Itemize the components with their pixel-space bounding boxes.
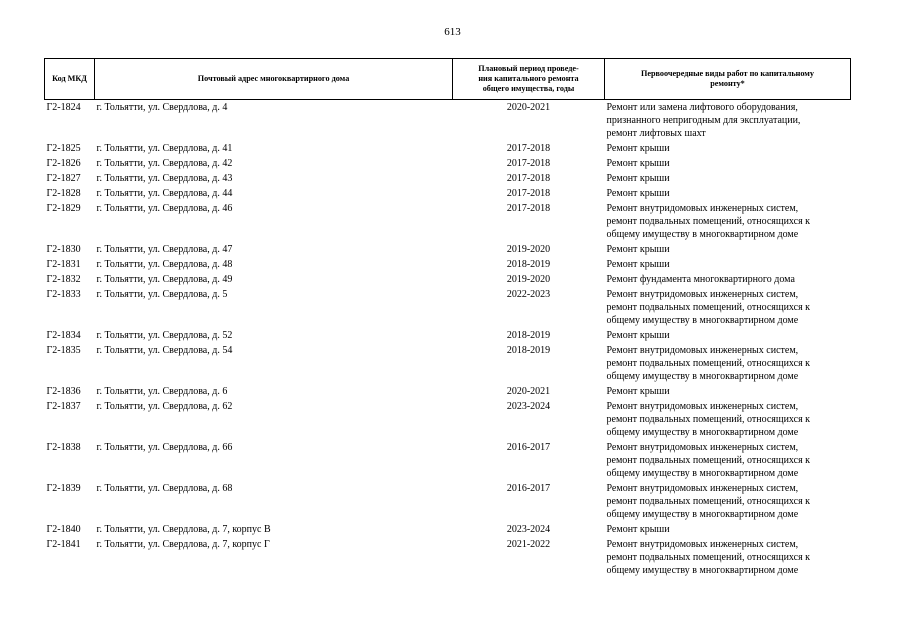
cell-works	[605, 100, 851, 142]
cell-works	[605, 522, 851, 537]
cell-address: г. Тольятти, ул. Свердлова, д. 47	[96, 244, 233, 255]
cell-code: Г2-1841	[46, 539, 81, 550]
cell-works	[605, 141, 851, 156]
cell-code: Г2-1832	[46, 274, 81, 285]
header-works	[605, 59, 851, 100]
cell-code: Г2-1833	[46, 289, 81, 300]
cell-address: г. Тольятти, ул. Свердлова, д. 43	[96, 173, 233, 184]
work-line: Ремонт внутридомовых инженерных систем,	[606, 442, 799, 453]
work-line: Ремонт внутридомовых инженерных систем,	[606, 203, 799, 214]
table-row	[45, 522, 851, 537]
header-period-line: Плановый период проведе-	[478, 64, 579, 73]
cell-works	[605, 201, 851, 242]
cell-address: г. Тольятти, ул. Свердлова, д. 52	[96, 330, 233, 341]
cell-address: г. Тольятти, ул. Свердлова, д. 4	[96, 102, 228, 113]
cell-address: г. Тольятти, ул. Свердлова, д. 66	[96, 442, 233, 453]
work-line: Ремонт крыши	[606, 188, 670, 199]
work-line: Ремонт внутридомовых инженерных систем,	[606, 539, 799, 550]
cell-code: Г2-1828	[46, 188, 81, 199]
cell-works	[605, 287, 851, 328]
cell-works	[605, 156, 851, 171]
work-line: Ремонт фундамента многоквартирного дома	[606, 274, 795, 285]
cell-period: 2019-2020	[506, 274, 551, 285]
cell-address: г. Тольятти, ул. Свердлова, д. 44	[96, 188, 233, 199]
header-works-line: Первоочередные виды работ по капитальному	[641, 69, 814, 78]
work-line: ремонт лифтовых шахт	[606, 128, 706, 139]
table-row	[45, 171, 851, 186]
table-row	[45, 100, 851, 142]
cell-code: Г2-1838	[46, 442, 81, 453]
cell-period: 2017-2018	[506, 173, 551, 184]
header-period-line: общего имущества, годы	[482, 84, 575, 93]
cell-period: 2018-2019	[506, 330, 551, 341]
work-line: ремонт подвальных помещений, относящихся к	[606, 496, 811, 507]
cell-address: г. Тольятти, ул. Свердлова, д. 68	[96, 483, 233, 494]
header-period	[453, 59, 605, 100]
header-period-line: ния капитального ремонта	[478, 74, 579, 83]
table-row	[45, 343, 851, 384]
cell-code: Г2-1825	[46, 143, 81, 154]
header-address: Почтовый адрес многоквартирного дома	[95, 59, 453, 100]
cell-works	[605, 257, 851, 272]
cell-period: 2022-2023	[506, 289, 551, 300]
cell-works	[605, 171, 851, 186]
table-row	[45, 384, 851, 399]
table-row	[45, 440, 851, 481]
work-line: Ремонт крыши	[606, 173, 670, 184]
cell-code: Г2-1835	[46, 345, 81, 356]
work-line: Ремонт или замена лифтового оборудования,	[606, 102, 798, 113]
work-line: признанного непригодным для эксплуатации,	[606, 115, 801, 126]
table-row	[45, 272, 851, 287]
table-body	[45, 100, 851, 579]
work-line: Ремонт крыши	[606, 330, 670, 341]
cell-period: 2016-2017	[506, 483, 551, 494]
cell-period: 2020-2021	[506, 102, 551, 113]
cell-period: 2017-2018	[506, 158, 551, 169]
cell-period: 2017-2018	[506, 143, 551, 154]
work-line: Ремонт внутридомовых инженерных систем,	[606, 289, 799, 300]
cell-address: г. Тольятти, ул. Свердлова, д. 5	[96, 289, 228, 300]
cell-code: Г2-1840	[46, 524, 81, 535]
work-line: Ремонт крыши	[606, 259, 670, 270]
cell-address: г. Тольятти, ул. Свердлова, д. 62	[96, 401, 233, 412]
table-row	[45, 156, 851, 171]
cell-address: г. Тольятти, ул. Свердлова, д. 7, корпус В	[96, 524, 271, 535]
table-header	[45, 59, 851, 100]
work-line: ремонт подвальных помещений, относящихся к	[606, 414, 811, 425]
work-line: ремонт подвальных помещений, относящихся к	[606, 552, 811, 563]
header-code: Код МКД	[45, 59, 95, 100]
work-line: Ремонт внутридомовых инженерных систем,	[606, 345, 799, 356]
work-line: Ремонт крыши	[606, 143, 670, 154]
cell-address: г. Тольятти, ул. Свердлова, д. 42	[96, 158, 233, 169]
table-row	[45, 399, 851, 440]
work-line: ремонт подвальных помещений, относящихся к	[606, 302, 811, 313]
cell-address: г. Тольятти, ул. Свердлова, д. 48	[96, 259, 233, 270]
cell-period: 2019-2020	[506, 244, 551, 255]
table-row	[45, 257, 851, 272]
work-line: общему имуществу в многоквартирном доме	[606, 427, 799, 438]
cell-code: Г2-1830	[46, 244, 81, 255]
table-row	[45, 537, 851, 578]
table-row	[45, 481, 851, 522]
cell-address: г. Тольятти, ул. Свердлова, д. 54	[96, 345, 233, 356]
cell-code: Г2-1829	[46, 203, 81, 214]
cell-address: г. Тольятти, ул. Свердлова, д. 49	[96, 274, 233, 285]
work-line: Ремонт внутридомовых инженерных систем,	[606, 401, 799, 412]
work-line: Ремонт крыши	[606, 244, 670, 255]
cell-code: Г2-1824	[46, 102, 81, 113]
work-line: Ремонт крыши	[606, 158, 670, 169]
work-line: Ремонт внутридомовых инженерных систем,	[606, 483, 799, 494]
table-row	[45, 141, 851, 156]
cell-works	[605, 537, 851, 578]
work-line: ремонт подвальных помещений, относящихся к	[606, 216, 811, 227]
cell-works	[605, 384, 851, 399]
cell-address: г. Тольятти, ул. Свердлова, д. 41	[96, 143, 233, 154]
cell-code: Г2-1836	[46, 386, 81, 397]
cell-period: 2021-2022	[506, 539, 551, 550]
cell-works	[605, 399, 851, 440]
work-line: общему имуществу в многоквартирном доме	[606, 371, 799, 382]
cell-period: 2017-2018	[506, 203, 551, 214]
table-row	[45, 186, 851, 201]
work-line: ремонт подвальных помещений, относящихся к	[606, 455, 811, 466]
cell-works	[605, 242, 851, 257]
cell-period: 2018-2019	[506, 345, 551, 356]
cell-period: 2016-2017	[506, 442, 551, 453]
capital-repair-table	[44, 58, 851, 578]
cell-works	[605, 272, 851, 287]
work-line: общему имуществу в многоквартирном доме	[606, 315, 799, 326]
cell-code: Г2-1839	[46, 483, 81, 494]
work-line: общему имуществу в многоквартирном доме	[606, 565, 799, 576]
table-row	[45, 287, 851, 328]
cell-works	[605, 481, 851, 522]
table-row	[45, 201, 851, 242]
page-number: 613	[444, 26, 461, 38]
work-line: общему имуществу в многоквартирном доме	[606, 468, 799, 479]
cell-works	[605, 440, 851, 481]
work-line: общему имуществу в многоквартирном доме	[606, 229, 799, 240]
cell-code: Г2-1831	[46, 259, 81, 270]
header-works-line: ремонту*	[710, 79, 745, 88]
cell-works	[605, 343, 851, 384]
cell-code: Г2-1837	[46, 401, 81, 412]
cell-period: 2023-2024	[506, 524, 551, 535]
cell-period: 2018-2019	[506, 259, 551, 270]
cell-works	[605, 328, 851, 343]
cell-address: г. Тольятти, ул. Свердлова, д. 7, корпус Г	[96, 539, 270, 550]
cell-period: 2023-2024	[506, 401, 551, 412]
work-line: Ремонт крыши	[606, 386, 670, 397]
cell-code: Г2-1834	[46, 330, 81, 341]
cell-code: Г2-1827	[46, 173, 81, 184]
work-line: общему имуществу в многоквартирном доме	[606, 509, 799, 520]
work-line: Ремонт крыши	[606, 524, 670, 535]
table-row	[45, 328, 851, 343]
work-line: ремонт подвальных помещений, относящихся к	[606, 358, 811, 369]
cell-code: Г2-1826	[46, 158, 81, 169]
cell-period: 2017-2018	[506, 188, 551, 199]
cell-works	[605, 186, 851, 201]
cell-period: 2020-2021	[506, 386, 551, 397]
cell-address: г. Тольятти, ул. Свердлова, д. 6	[96, 386, 228, 397]
cell-address: г. Тольятти, ул. Свердлова, д. 46	[96, 203, 233, 214]
table-row	[45, 242, 851, 257]
